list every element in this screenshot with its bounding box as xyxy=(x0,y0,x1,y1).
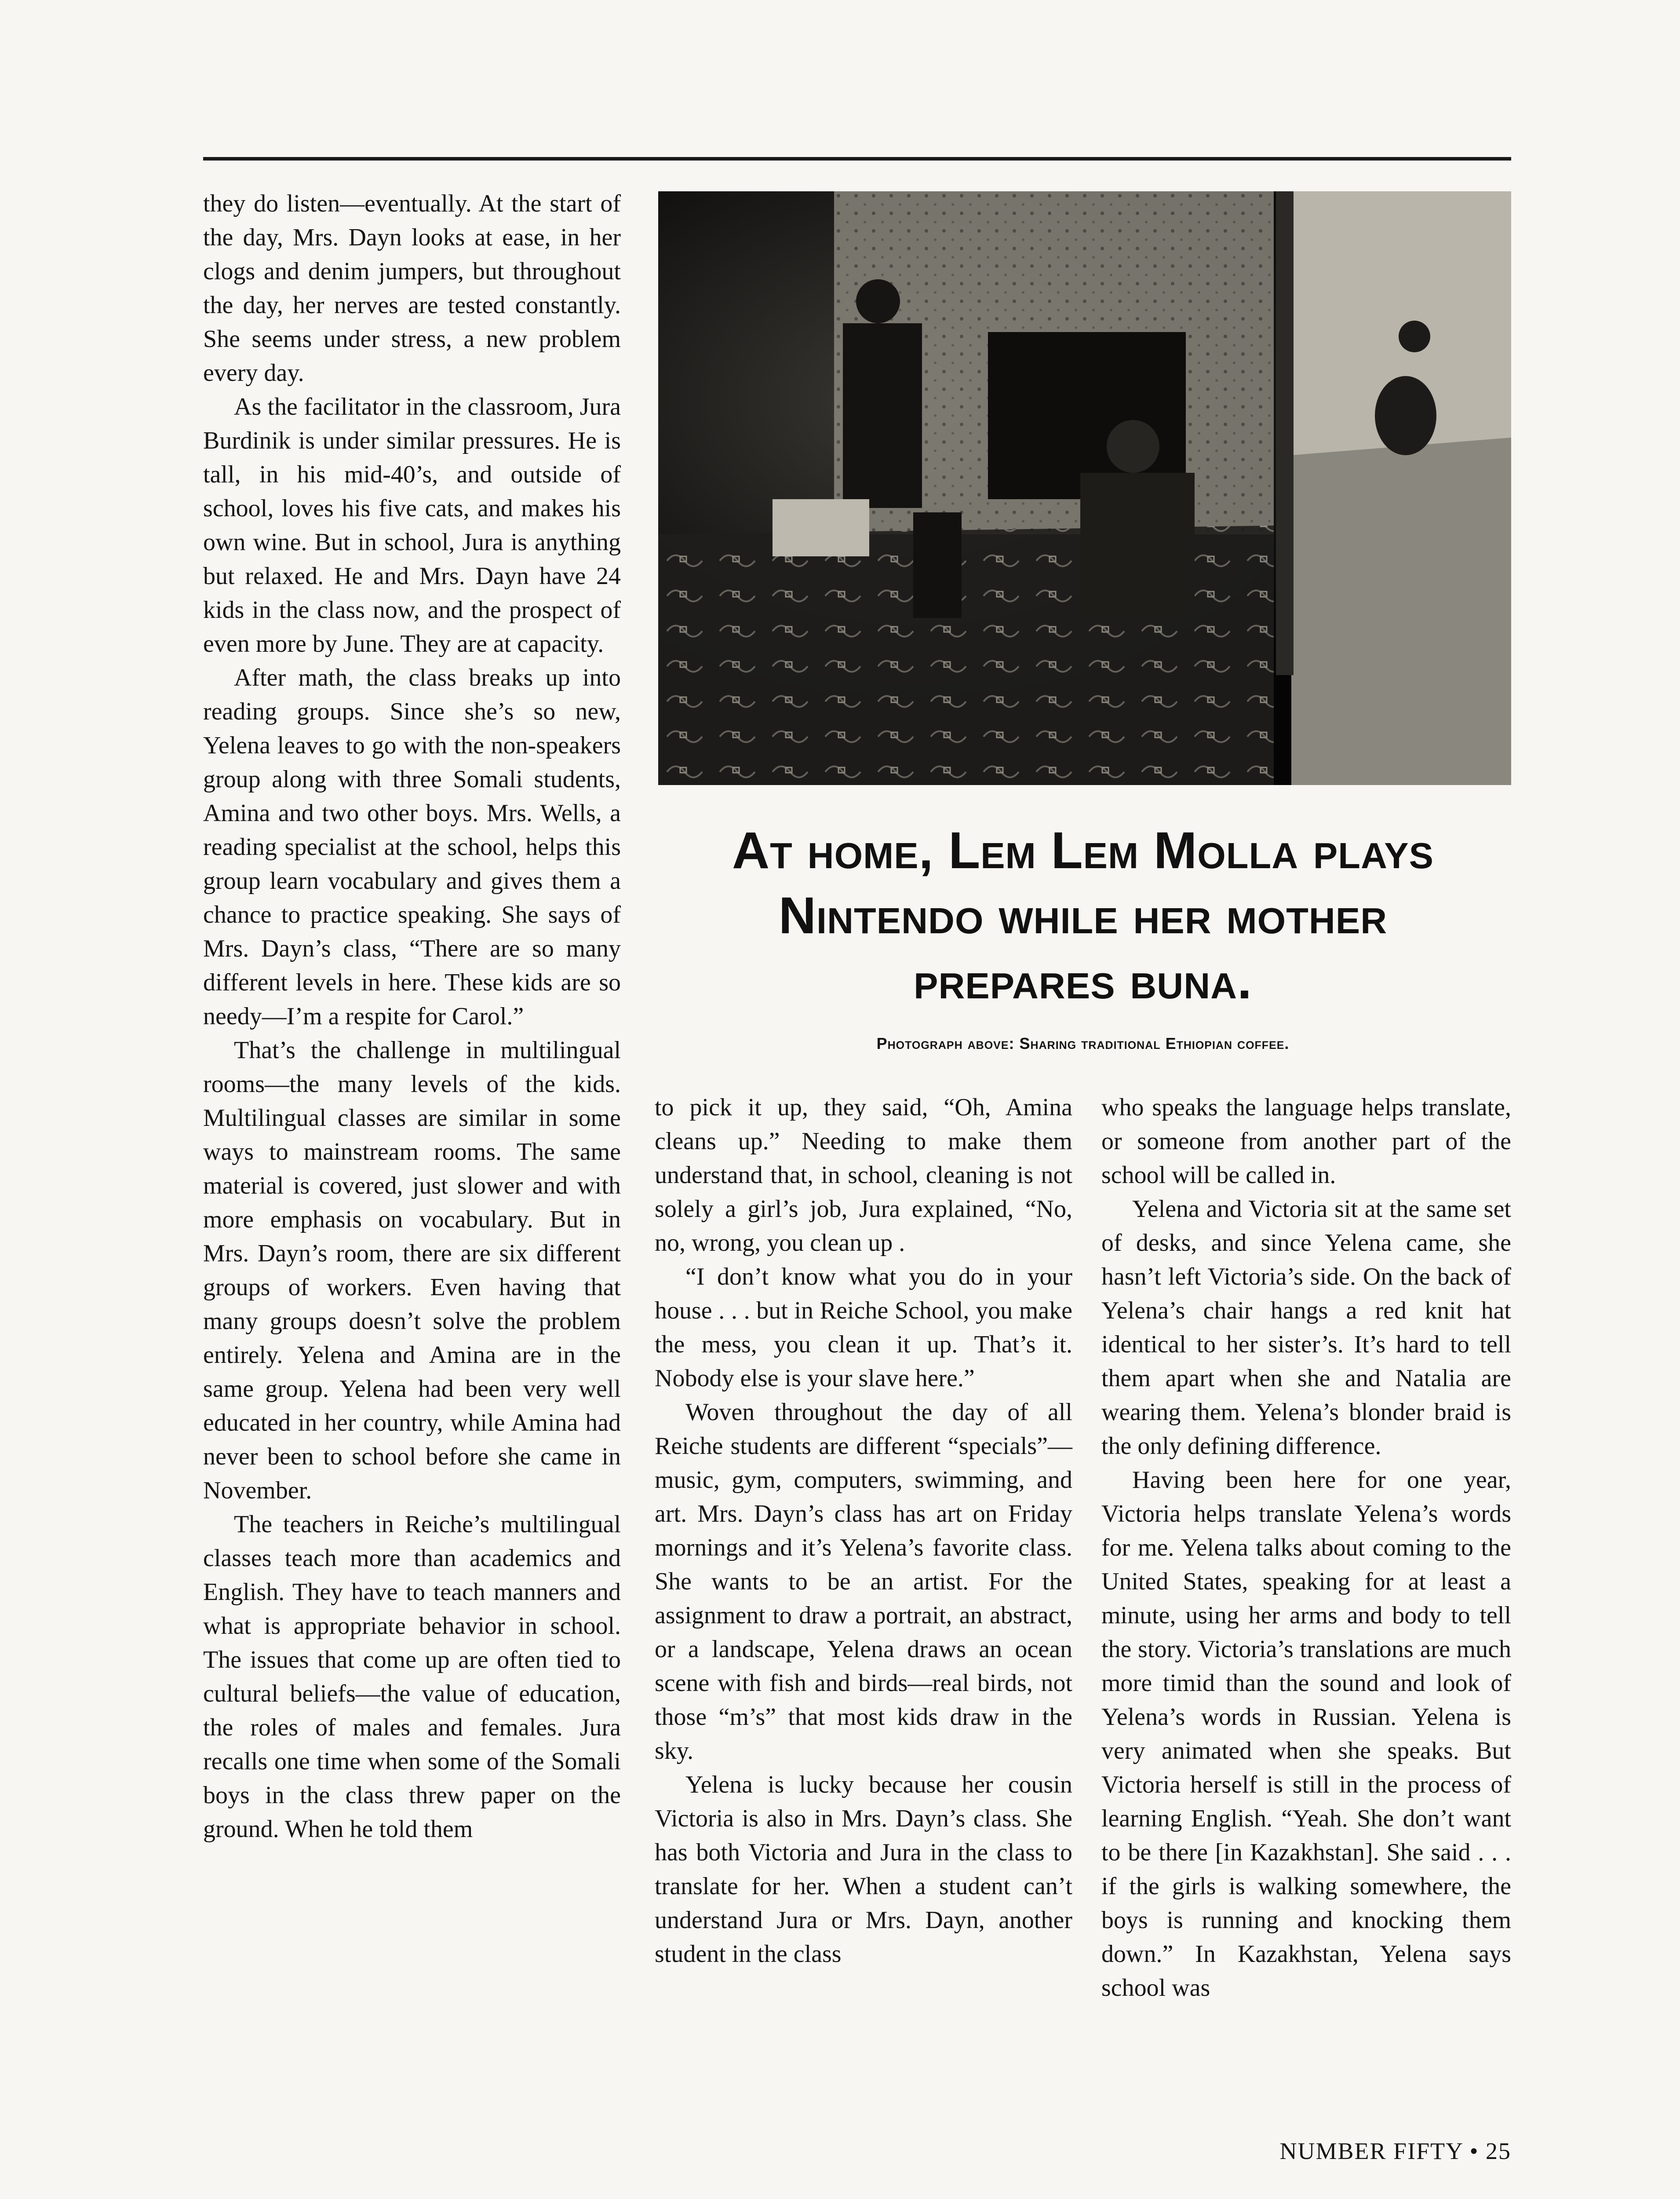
top-rule xyxy=(203,157,1511,161)
headline-line: Nintendo while her mother xyxy=(778,887,1388,945)
photo-caption: Photograph above: Sharing traditional Ethiopian coffee. xyxy=(876,1034,1290,1052)
paragraph: to pick it up, they said, “Oh, Amina cleans up.” Needing to make them understand that, in school, cleaning is not solely a girl’s job, Jura explained, “No, no, wrong, you clean up . xyxy=(655,1094,1072,1257)
article-photo xyxy=(658,191,1511,785)
paragraph: they do listen—eventually. At the start of the day, Mrs. Dayn looks at ease, in her clogs and denim jumpers, but throughout the day, her nerves are tested constantly. She seems under stress, a new problem every day. xyxy=(203,190,621,387)
article-column-left xyxy=(203,187,621,1846)
paragraph: Yelena and Victoria sit at the same set of desks, and since Yelena came, she hasn’t left Victoria’s side. On the back of Yelena’s chair hangs a red knit hat identical to her sister’s. It’s hard to tell them apart when she and Natalia are wearing them. Yelena’s blonder braid is the only defining difference. xyxy=(1101,1195,1511,1460)
paragraph: Woven throughout the day of all Reiche students are different “specials”—music, gym, computers, swimming, and art. Mrs. Dayn’s class has art on Friday mornings and it’s Yelena’s favorite class. She wants to be an artist. For the assignment to draw a portrait, an abstract, or a landscape, Yelena draws an ocean scene with fish and birds—real birds, not those “m’s” that most kids draw in the sky. xyxy=(655,1399,1072,1764)
paragraph: Having been here for one year, Victoria helps translate Yelena’s words for me. Yelena talks about coming to the United States, speaking for at least a minute, using her arms and body to tell the story. Victoria’s translations are much more timid than the sound and look of Yelena’s words in Russian. Yelena is very animated when she speaks. But Victoria herself is still in the process of learning English. “Yeah. She don’t want to be there [in Kazakhstan]. She said . . . if the girls is walking somewhere, the boys is running and knocking them down.” In Kazakhstan, Yelena says school was xyxy=(1101,1466,1511,2002)
headline xyxy=(655,818,1511,1013)
headline-line: At home, Lem Lem Molla plays xyxy=(732,822,1434,880)
paragraph: who speaks the language helps translate, or someone from another part of the school will be called in. xyxy=(1101,1094,1511,1189)
page-footer: NUMBER FIFTY • 25 xyxy=(1279,2138,1511,2164)
paragraph: As the facilitator in the classroom, Jura Burdinik is under similar pressures. He is tall, in his mid-40’s, and outside of school, loves his five cats, and makes his own wine. But in school, Jura is anything but relaxed. He and Mrs. Dayn have 24 kids in the class now, and the prospect of even more by June. They are at capacity. xyxy=(203,393,621,658)
paragraph: After math, the class breaks up into reading groups. Since she’s so new, Yelena leaves to go with the non-speakers group along with three Somali students, Amina and two other boys. Mrs. Wells, a reading specialist at the school, helps this group learn vocabulary and gives them a chance to practice speaking. She says of Mrs. Dayn’s class, “There are so many different levels in here. These kids are so needy—I’m a respite for Carol.” xyxy=(203,664,621,1030)
paragraph: The teachers in Reiche’s multilingual classes teach more than academics and English. They have to teach manners and what is appropriate behavior in school. The issues that come up are often tied to cultural beliefs—the value of education, the roles of males and females. Jura recalls one time when some of the Somali boys in the class threw paper on the ground. When he told them xyxy=(203,1511,621,1843)
paragraph: “I don’t know what you do in your house . . . but in Reiche School, you make the mess, you clean it up. That’s it. Nobody else is your slave here.” xyxy=(655,1263,1072,1392)
headline-line: prepares buna. xyxy=(914,952,1252,1010)
article-column-right xyxy=(1101,1091,1511,2005)
article-column-middle xyxy=(655,1091,1072,1971)
photo-illustration xyxy=(658,191,1511,785)
paragraph: Yelena is lucky because her cousin Victoria is also in Mrs. Dayn’s class. She has both Victoria and Jura in the class to translate for her. When a student can’t understand Jura or Mrs. Dayn, another student in the class xyxy=(655,1771,1072,1968)
paragraph: That’s the challenge in multilingual rooms—the many levels of the kids. Multilingual classes are similar in some ways to mainstream rooms. The same material is covered, just slower and with more emphasis on vocabulary. But in Mrs. Dayn’s room, there are six different groups of workers. Even having that many groups doesn’t solve the problem entirely. Yelena and Amina are in the same group. Yelena had been very well educated in her country, while Amina had never been to school before she came in November. xyxy=(203,1037,621,1504)
